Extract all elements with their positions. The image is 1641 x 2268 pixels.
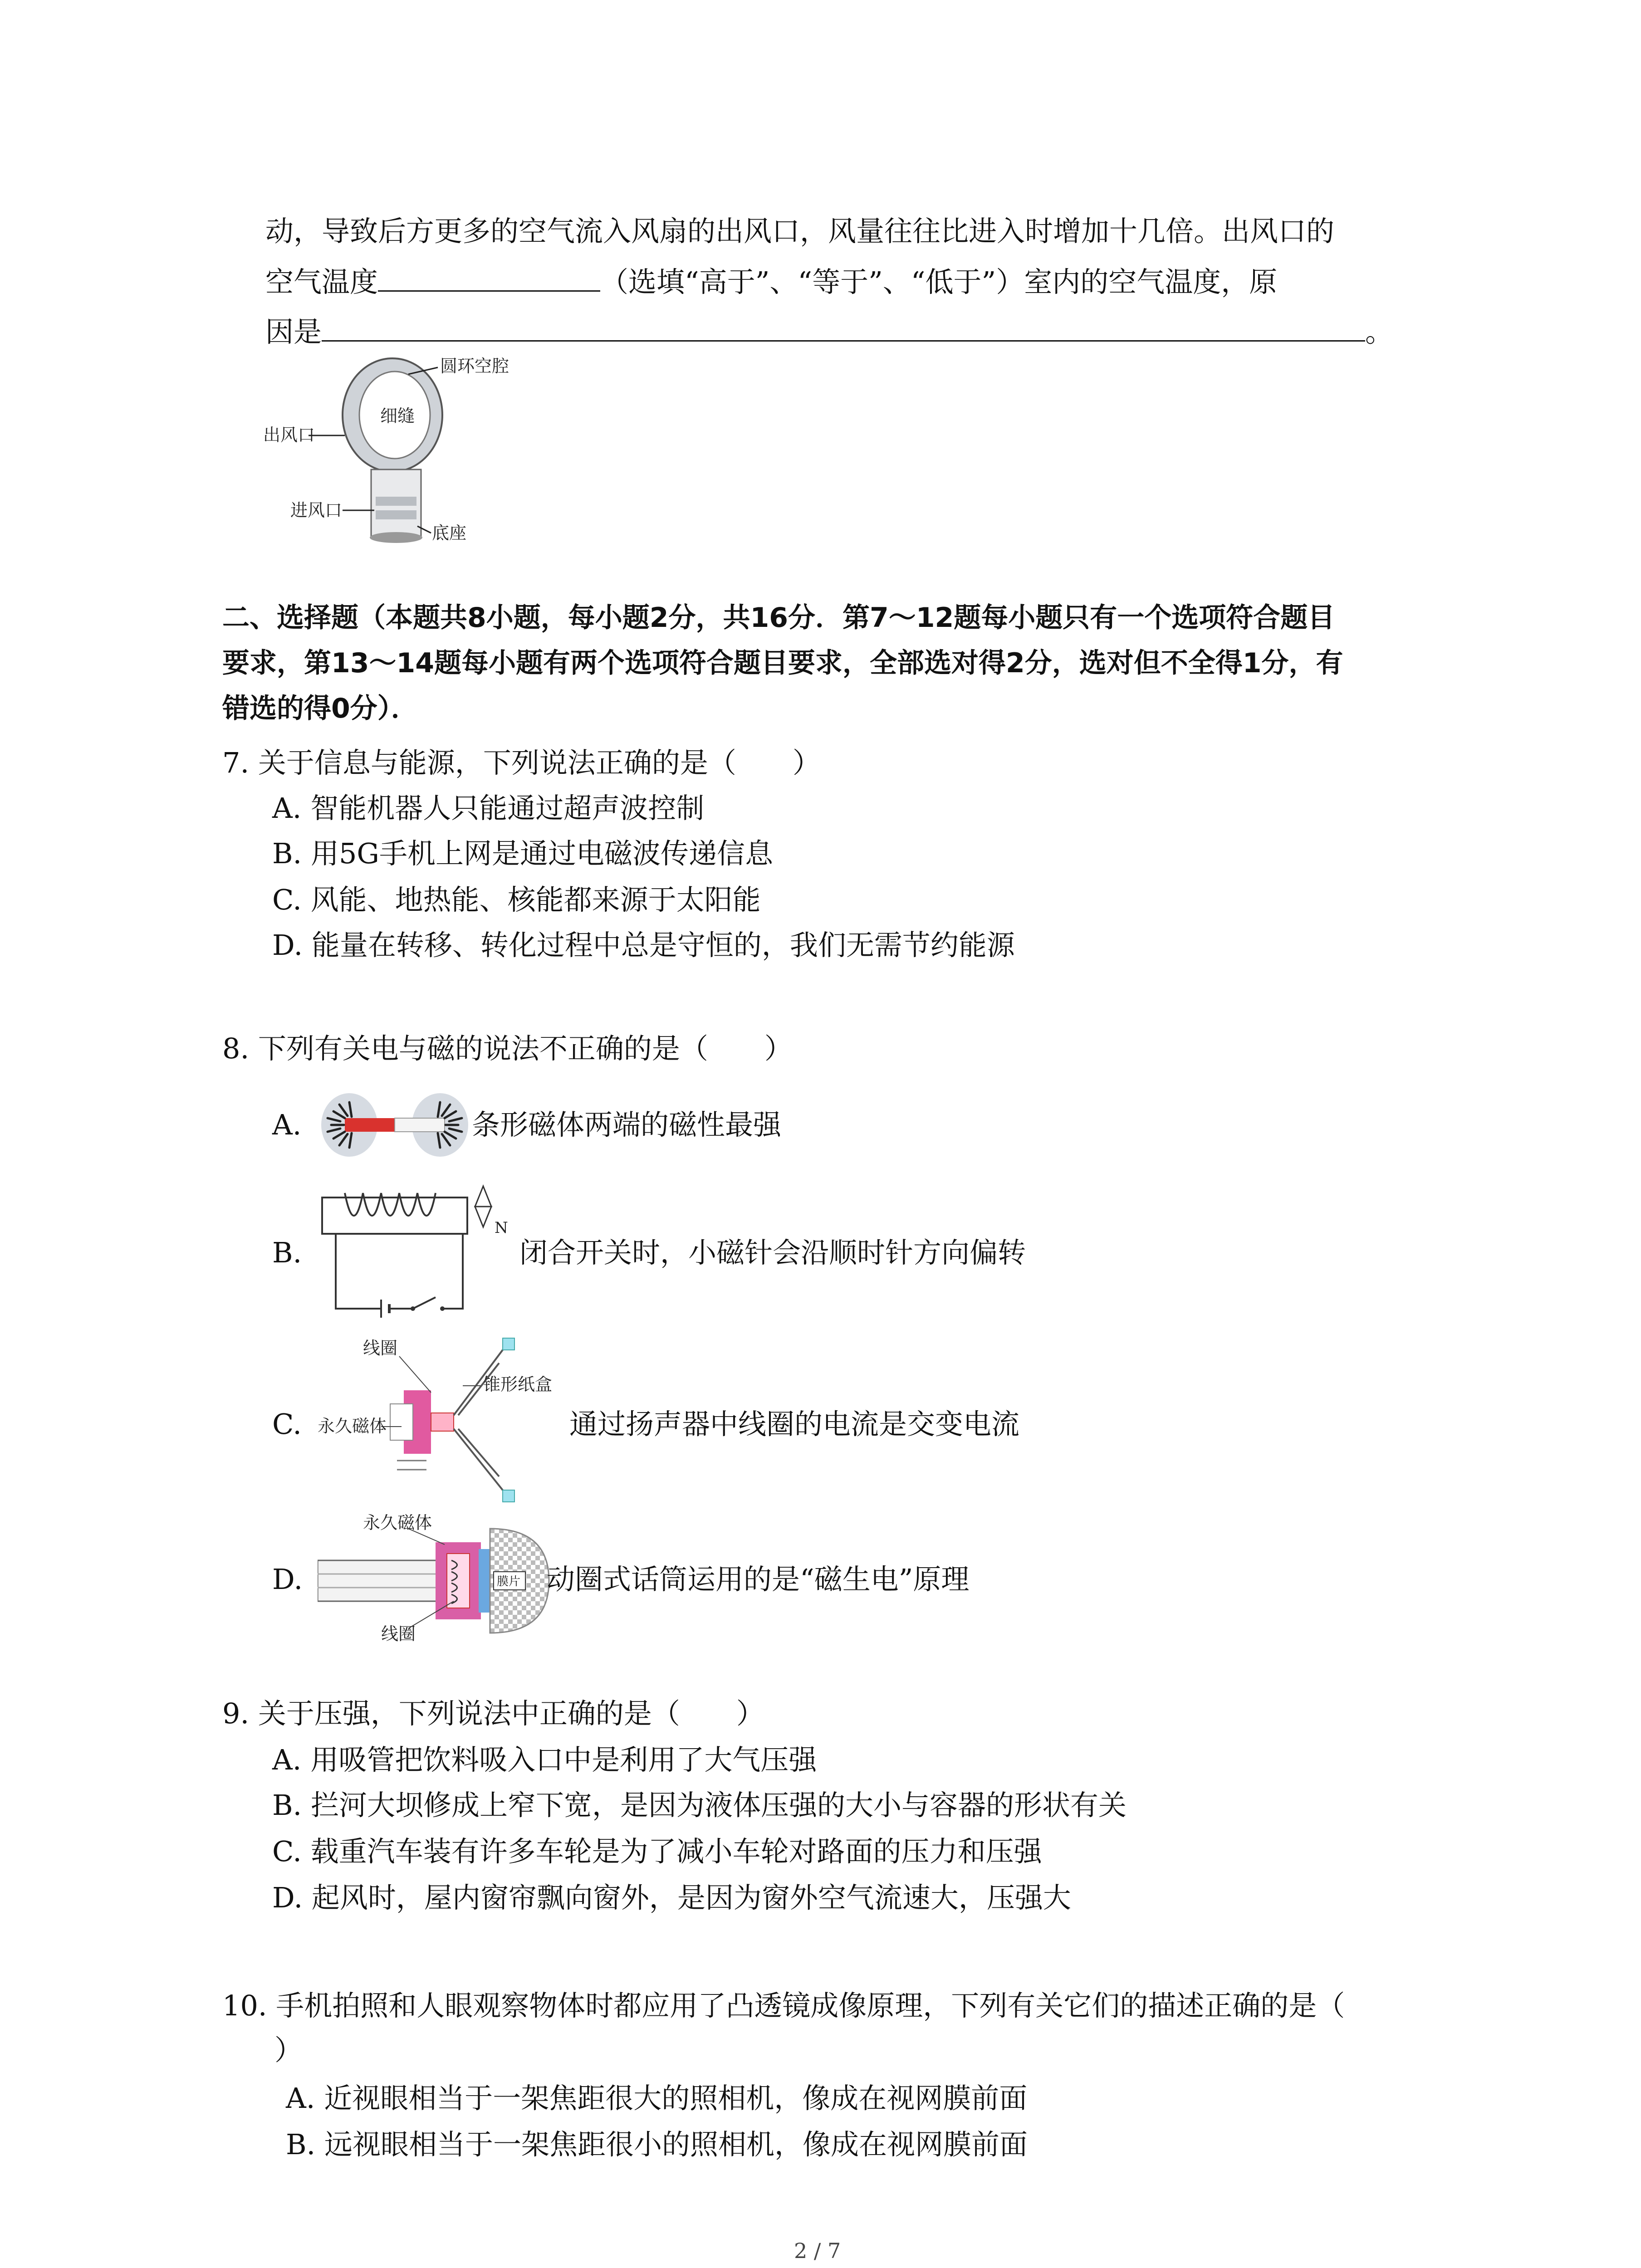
q10-option-b[interactable]: B. 远视眼相当于一架焦距很小的照相机，像成在视网膜前面: [286, 2128, 1028, 2161]
q8-option-d-text[interactable]: 动圈式话筒运用的是“磁生电”原理: [547, 1563, 970, 1596]
bladeless-fan-figure: [263, 354, 544, 553]
q10-stem-line-1: 10. 手机拍照和人眼观察物体时都应用了凸透镜成像原理，下列有关它们的描述正确的是（: [222, 1989, 1345, 2022]
section-2-heading-line-3: 错选的得0分）．: [222, 693, 418, 724]
label-permanent-magnet: 永久磁体: [318, 1416, 387, 1436]
q7-option-c[interactable]: C. 风能、地热能、核能都来源于太阳能: [272, 883, 761, 916]
q7-option-a[interactable]: A. 智能机器人只能通过超声波控制: [272, 792, 705, 825]
q6-line-3-suffix: 。: [1365, 315, 1394, 348]
q8-option-d-label[interactable]: D.: [272, 1563, 303, 1596]
q8-option-c-label[interactable]: C.: [272, 1408, 302, 1441]
q8-option-a-text[interactable]: 条形磁体两端的磁性最强: [472, 1108, 782, 1141]
q9-option-a[interactable]: A. 用吸管把饮料吸入口中是利用了大气压强: [272, 1743, 817, 1776]
label-mic-permanent-magnet: 永久磁体: [363, 1513, 432, 1533]
q6-line-3: [265, 314, 1393, 350]
label-air-inlet: 进风口: [290, 500, 343, 520]
q6-line-1: 动，导致后方更多的空气流入风扇的出风口，风量往往比进入时增加十几倍。出风口的: [265, 215, 1335, 248]
answer-blank-reason[interactable]: [322, 314, 1365, 342]
q9-option-d[interactable]: D. 起风时，屋内窗帘飘向窗外，是因为窗外空气流速大，压强大: [272, 1881, 1071, 1914]
loudspeaker-figure: [318, 1336, 572, 1504]
q9-stem: 9. 关于压强，下列说法中正确的是（ ）: [222, 1697, 764, 1730]
dynamic-microphone-figure: [318, 1510, 554, 1642]
section-2-heading-line-2: 要求，第13～14题每小题有两个选项符合题目要求，全部选对得2分，选对但不全得1分，有: [222, 647, 1343, 679]
section-2-heading-line-1: 二、选择题（本题共8小题，每小题2分，共16分．第7～12题每小题只有一个选项符合题目: [222, 602, 1335, 634]
q9-option-b[interactable]: B. 拦河大坝修成上窄下宽，是因为液体压强的大小与容器的形状有关: [272, 1789, 1127, 1822]
q7-option-d[interactable]: D. 能量在转移、转化过程中总是守恒的，我们无需节约能源: [272, 929, 1015, 962]
label-mic-coil: 线圈: [381, 1624, 416, 1642]
label-air-outlet: 出风口: [263, 425, 315, 445]
q8-option-b-text[interactable]: 闭合开关时，小磁针会沿顺时针方向偏转: [519, 1236, 1026, 1269]
label-slit: 细缝: [380, 406, 415, 426]
q8-option-c-text[interactable]: 通过扬声器中线圈的电流是交变电流: [569, 1408, 1020, 1441]
label-ring-cavity: 圆环空腔: [440, 356, 509, 376]
q6-line-2: [265, 264, 1277, 300]
q8-option-b-label[interactable]: B.: [272, 1236, 302, 1269]
electromagnet-circuit-figure: [318, 1179, 517, 1325]
q10-stem-line-2: ）: [274, 2033, 303, 2067]
q10-option-a[interactable]: A. 近视眼相当于一架焦距很大的照相机，像成在视网膜前面: [286, 2082, 1028, 2115]
q6-line-3-prefix: 因是: [265, 315, 322, 348]
label-speaker-coil: 线圈: [363, 1338, 398, 1358]
label-base: 底座: [432, 523, 467, 543]
page-number: 2 / 7: [794, 2239, 841, 2263]
label-diaphragm: 膜片: [497, 1575, 521, 1589]
answer-blank-temperature[interactable]: [378, 264, 600, 292]
bar-magnet-iron-filings-figure: [318, 1080, 472, 1170]
q7-stem: 7. 关于信息与能源，下列说法正确的是（ ）: [222, 746, 821, 779]
q6-line-2-prefix: 空气温度: [265, 265, 378, 298]
label-cone: 锥形纸盒: [483, 1374, 553, 1394]
q9-option-c[interactable]: C. 载重汽车装有许多车轮是为了减小车轮对路面的压力和压强: [272, 1835, 1042, 1868]
q8-option-a-label[interactable]: A.: [272, 1108, 302, 1141]
q7-option-b[interactable]: B. 用5G手机上网是通过电磁波传递信息: [272, 837, 773, 870]
q8-stem: 8. 下列有关电与磁的说法不正确的是（ ）: [222, 1032, 793, 1065]
compass-needle-n-label: N: [495, 1219, 508, 1237]
q6-line-2-suffix: （选填“高于”、“等于”、“低于”）室内的空气温度，原: [600, 265, 1278, 298]
